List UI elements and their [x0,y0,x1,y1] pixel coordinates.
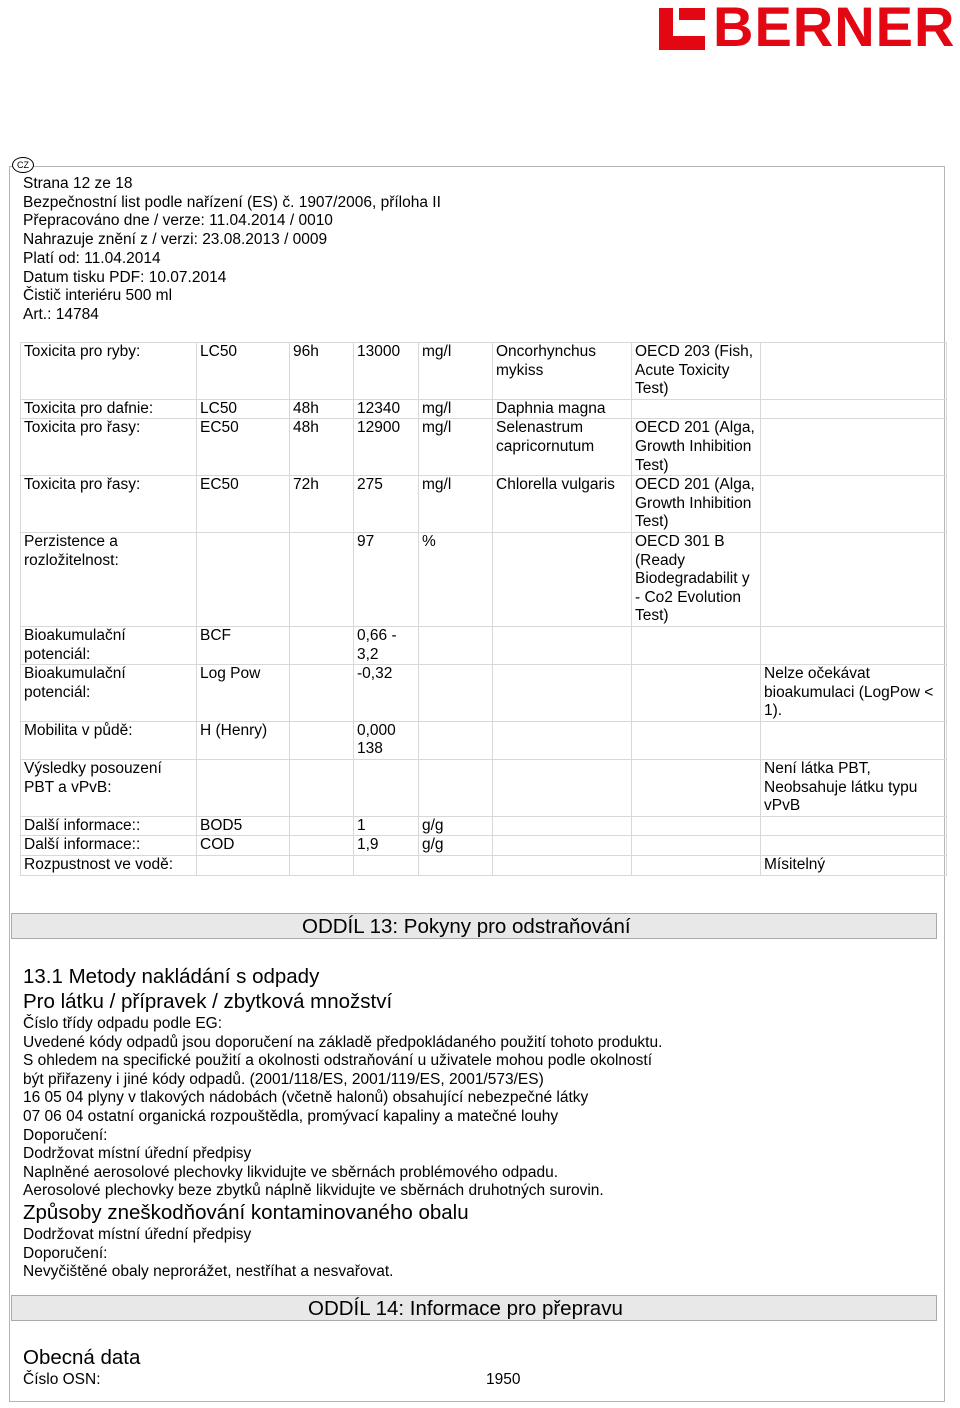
general-data-heading: Obecná data [23,1346,141,1369]
table-cell [290,856,354,876]
table-cell [493,665,632,722]
table-cell: H (Henry) [197,721,290,759]
section-13-header [11,913,937,939]
table-cell: Mobilita v půdě: [21,721,197,759]
table-cell: Perzistence a rozložitelnost: [21,532,197,626]
table-cell [761,532,947,626]
table-cell [290,532,354,626]
table-row [21,665,947,722]
table-cell: OECD 203 (Fish, Acute Toxicity Test) [632,343,761,400]
packaging-text [23,1226,393,1282]
table-row [21,399,947,419]
table-cell: 1,9 [354,836,419,856]
text-line: Doporučení: [23,1244,108,1262]
table-cell: BCF [197,626,290,664]
table-cell [761,816,947,836]
table-cell: 12900 [354,419,419,476]
table-cell [290,721,354,759]
table-cell [632,626,761,664]
table-cell: Toxicita pro řasy: [21,476,197,533]
table-cell [632,836,761,856]
table-cell [493,856,632,876]
table-cell [493,760,632,817]
text-line: 16 05 04 plyny v tlakových nádobách (včetně halonů) obsahující nebezpečné látky [23,1089,589,1107]
regulation-line: Bezpečnostní list podle nařízení (ES) č. 1907/2006, příloha II [23,193,441,211]
text-line: Dodržovat místní úřední předpisy [23,1145,252,1163]
table-cell [493,626,632,664]
table-cell: -0,32 [354,665,419,722]
print-date-line: Datum tisku PDF: 10.07.2014 [23,268,227,286]
table-cell: Selenastrum capricornutum [493,419,632,476]
toxicity-table [20,342,947,876]
un-number-value: 1950 [486,1371,521,1388]
text-line: S ohledem na specifické použití a okolnosti odstraňování u uživatele mohou podle okolností [23,1052,652,1070]
table-row [21,721,947,759]
table-cell [354,856,419,876]
table-cell [419,721,493,759]
table-cell [493,816,632,836]
article-number: Art.: 14784 [23,305,99,323]
table-cell [632,816,761,836]
table-cell [761,343,947,400]
disposal-text [23,1015,662,1201]
table-cell: Daphnia magna [493,399,632,419]
table-cell: 1 [354,816,419,836]
table-cell: 0,000 138 [354,721,419,759]
table-cell: OECD 201 (Alga, Growth Inhibition Test) [632,419,761,476]
table-cell: EC50 [197,476,290,533]
table-cell [290,760,354,817]
table-cell: LC50 [197,343,290,400]
page-number: Strana 12 ze 18 [23,175,133,192]
table-cell: Log Pow [197,665,290,722]
section-13-1-heading: 13.1 Metody nakládání s odpady [23,965,320,988]
table-cell: LC50 [197,399,290,419]
table-cell: 96h [290,343,354,400]
table-cell [632,760,761,817]
table-cell [197,532,290,626]
packaging-heading: Způsoby zneškodňování kontaminovaného obalu [23,1201,469,1224]
table-cell: g/g [419,836,493,856]
table-cell [632,721,761,759]
table-cell [632,665,761,722]
table-cell: COD [197,836,290,856]
table-cell: 12340 [354,399,419,419]
text-line: Nevyčištěné obaly neprorážet, nestříhat a nesvařovat. [23,1263,394,1281]
table-row [21,760,947,817]
table-cell [197,760,290,817]
text-line: 07 06 04 ostatní organická rozpouštědla, promývací kapaliny a matečné louhy [23,1107,559,1125]
table-cell: mg/l [419,476,493,533]
text-line: Aerosolové plechovky beze zbytků náplně likvidujte ve sběrnách druhotných surovin. [23,1182,604,1200]
table-cell [761,419,947,476]
table-cell: 275 [354,476,419,533]
table-cell [761,836,947,856]
table-cell [419,626,493,664]
table-cell [290,836,354,856]
table-cell [290,626,354,664]
table-cell: OECD 201 (Alga, Growth Inhibition Test) [632,476,761,533]
logo-mark-icon [655,4,711,54]
revision-line: Přepracováno dne / verze: 11.04.2014 / 0010 [23,212,333,230]
product-name: Čistič interiéru 500 ml [23,287,173,305]
table-cell [493,532,632,626]
table-cell: Další informace:: [21,836,197,856]
table-cell [290,816,354,836]
table-cell: Další informace:: [21,816,197,836]
table-cell: OECD 301 B (Ready Biodegradabilit y - Co2 Evolution Test) [632,532,761,626]
table-row [21,816,947,836]
replaces-line: Nahrazuje znění z / verzi: 23.08.2013 / 0009 [23,231,328,249]
table-cell [419,760,493,817]
table-cell [493,721,632,759]
table-cell: Oncorhynchus mykiss [493,343,632,400]
section-14-title: ODDÍL 14: Informace pro přepravu [308,1297,623,1320]
table-cell: Toxicita pro ryby: [21,343,197,400]
valid-from-line: Platí od: 11.04.2014 [23,249,161,267]
country-badge: CZ [12,157,34,173]
text-line: Dodržovat místní úřední předpisy [23,1226,252,1243]
section-13-title: ODDÍL 13: Pokyny pro odstraňování [302,915,631,938]
un-number-label: Číslo OSN: [23,1371,101,1388]
table-cell: 72h [290,476,354,533]
table-cell: Mísitelný [761,856,947,876]
table-row [21,626,947,664]
table-row [21,419,947,476]
text-line: Číslo třídy odpadu podle EG: [23,1015,223,1032]
table-cell [632,399,761,419]
table-cell: 48h [290,419,354,476]
table-cell: g/g [419,816,493,836]
berner-logo [655,0,960,58]
table-cell [354,760,419,817]
text-line: být přiřazeny i jiné kódy odpadů. (2001/118/ES, 2001/119/ES, 2001/573/ES) [23,1070,544,1088]
table-cell: % [419,532,493,626]
table-cell: Výsledky posouzení PBT a vPvB: [21,760,197,817]
table-cell: EC50 [197,419,290,476]
substance-heading: Pro látku / přípravek / zbytková množství [23,990,393,1013]
logo-text: BERNER [713,0,956,58]
table-cell [761,626,947,664]
table-cell: Bioakumulační potenciál: [21,665,197,722]
table-cell: BOD5 [197,816,290,836]
table-cell [761,721,947,759]
table-cell: mg/l [419,419,493,476]
table-row [21,343,947,400]
table-cell [761,399,947,419]
table-cell: mg/l [419,343,493,400]
table-row [21,836,947,856]
table-cell: Není látka PBT, Neobsahuje látku typu vPvB [761,760,947,817]
table-cell: Toxicita pro dafnie: [21,399,197,419]
table-cell: 48h [290,399,354,419]
table-cell: 0,66 - 3,2 [354,626,419,664]
table-row [21,856,947,876]
table-cell [419,665,493,722]
table-cell [197,856,290,876]
document-header [23,175,441,325]
table-cell: mg/l [419,399,493,419]
table-row [21,476,947,533]
text-line: Naplněné aerosolové plechovky likvidujte ve sběrnách problémového odpadu. [23,1163,559,1181]
table-cell: Rozpustnost ve vodě: [21,856,197,876]
text-line: Doporučení: [23,1126,108,1144]
text-line: Uvedené kódy odpadů jsou doporučení na základě předpokládaného použití tohoto produktu. [23,1033,663,1051]
table-cell: Nelze očekávat bioakumulaci (LogPow < 1). [761,665,947,722]
table-cell: Toxicita pro řasy: [21,419,197,476]
table-cell: Chlorella vulgaris [493,476,632,533]
table-cell [493,836,632,856]
table-row [21,532,947,626]
table-cell: 97 [354,532,419,626]
table-cell [290,665,354,722]
table-cell: 13000 [354,343,419,400]
table-cell [761,476,947,533]
table-cell [632,856,761,876]
table-cell [419,856,493,876]
table-cell: Bioakumulační potenciál: [21,626,197,664]
section-14-header [11,1295,937,1321]
